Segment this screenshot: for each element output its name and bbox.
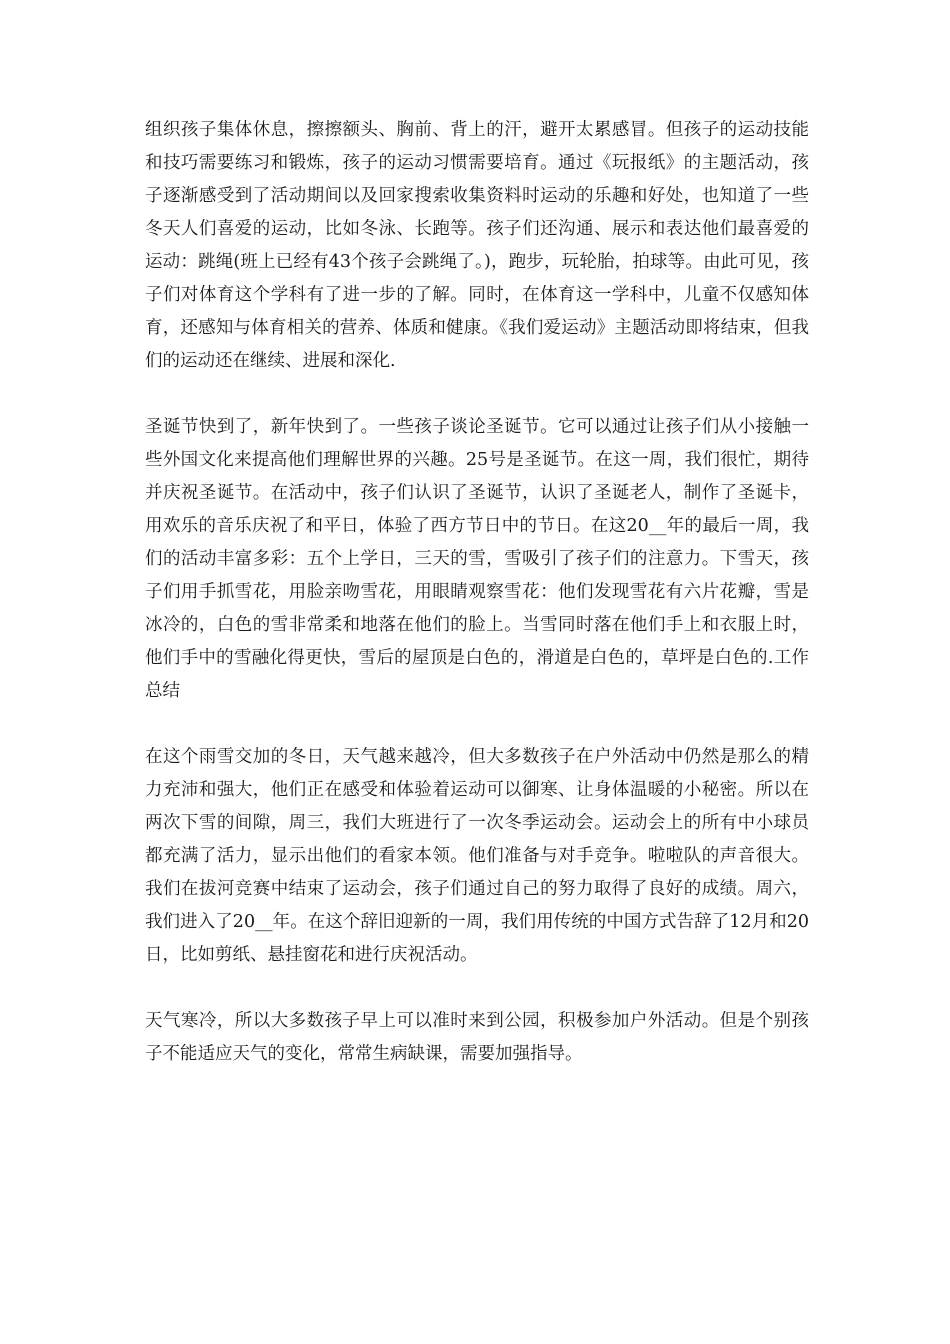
paragraph-cold-weather: 天气寒冷，所以大多数孩子早上可以准时来到公园，积极参加户外活动。但是个别孩子不能适应天气的变化，常常生病缺课，需要加强指导。 xyxy=(145,1011,809,1064)
document-body xyxy=(145,114,809,1071)
paragraph-exercise-theme: 组织孩子集体休息，擦擦额头、胸前、背上的汗，避开太累感冒。但孩子的运动技能和技巧需要练习和锻炼，孩子的运动习惯需要培育。通过《玩报纸》的主题活动，孩子逐渐感受到了活动期间以及回家搜索收集资料时运动的乐趣和好处，也知道了一些冬天人们喜爱的运动，比如冬泳、长跑等。孩子们还沟通、展示和表达他们最喜爱的运动：跳绳(班上已经有43个孩子会跳绳了。)，跑步，玩轮胎，拍球等。由此可见，孩子们对体育这个学科有了进一步的了解。同时，在体育这一学科中，儿童不仅感知体育，还感知与体育相关的营养、体质和健康。《我们爱运动》主题活动即将结束，但我们的运动还在继续、进展和深化. xyxy=(145,120,809,371)
paragraph-christmas-snow: 圣诞节快到了，新年快到了。一些孩子谈论圣诞节。它可以通过让孩子们从小接触一些外国文化来提高他们理解世界的兴趣。25号是圣诞节。在这一周，我们很忙，期待并庆祝圣诞节。在活动中，孩子们认识了圣诞节，认识了圣诞老人，制作了圣诞卡，用欢乐的音乐庆祝了和平日，体验了西方节日中的节日。在这20__年的最后一周，我们的活动丰富多彩：五个上学日，三天的雪，雪吸引了孩子们的注意力。下雪天，孩子们用手抓雪花，用脸亲吻雪花，用眼睛观察雪花：他们发现雪花有六片花瓣，雪是冰冷的，白色的雪非常柔和地落在他们的脸上。当雪同时落在他们手上和衣服上时，他们手中的雪融化得更快，雪后的屋顶是白色的，滑道是白色的，草坪是白色的.工作总结 xyxy=(145,417,809,701)
paragraph-winter-sports-meet: 在这个雨雪交加的冬日，天气越来越冷，但大多数孩子在户外活动中仍然是那么的精力充沛和强大，他们正在感受和体验着运动可以御寒、让身体温暖的小秘密。所以在两次下雪的间隙，周三，我们大班进行了一次冬季运动会。运动会上的所有中小球员都充满了活力，显示出他们的看家本领。他们准备与对手竞争。啦啦队的声音很大。我们在拔河竞赛中结束了运动会，孩子们通过自己的努力取得了良好的成绩。周六，我们进入了20__年。在这个辞旧迎新的一周，我们用传统的中国方式告辞了12月和20日，比如剪纸、悬挂窗花和进行庆祝活动。 xyxy=(145,747,809,965)
paragraph-spacer xyxy=(145,708,809,741)
paragraph-spacer xyxy=(145,972,809,1005)
paragraph-spacer xyxy=(145,378,809,411)
